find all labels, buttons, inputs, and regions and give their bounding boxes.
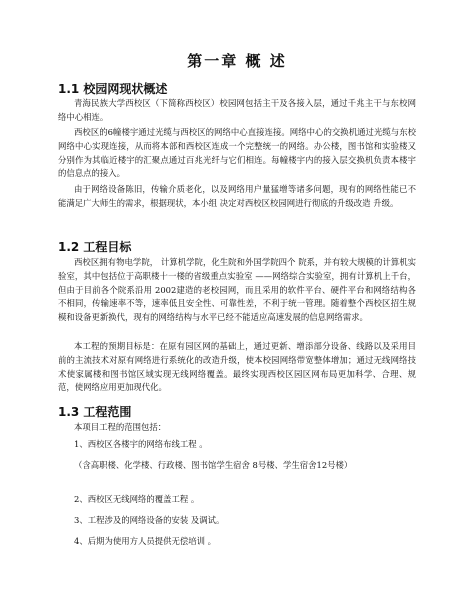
paragraph: 西校区拥有物电学院， 计算机学院，化生院和外国学院四个 院系，并有较大规模的计算机实验室，其中包括位于高职楼十一楼的省级重点实验室 ——网络综合实验室，拥有计算机上千台，但由于目前各个院系沿用 2002建造的老校园网，而且采用的软件平台、硬件平台和网络结构各不相同，传输速率不等，速率低且安全性、可靠性差，不利于统一管理。随着整个西校区招生规模和设备更新换代，现有的网络结构与水平已经不能适应高速发展的信息网络需求。 <box>58 257 416 323</box>
scope-item: 3、工程涉及的网络设备的安装 及调试。 <box>74 515 225 525</box>
scope-item: （含高职楼、化学楼、行政楼、图书馆学生宿舍 8号楼、学生宿舍12号楼） <box>74 460 353 470</box>
scope-item: 2、西校区无线网络的覆盖工程 。 <box>74 494 200 504</box>
section-heading-1-1: 1.1 校园网现状概述 <box>58 82 168 96</box>
paragraph: 由于网络设备陈旧，传输介质老化，以及网络用户量猛增等诸多问题，现有的网络性能已不能满足广大师生的需求，根据现状，本小组 决定对西校区校园网进行彻底的升级改造 升级。 <box>58 184 416 208</box>
scope-item: 1、西校区各楼宇的网络布线工程 。 <box>74 439 208 449</box>
chapter-title: 第一章 概 述 <box>187 52 287 70</box>
section-heading-1-3: 1.3 工程范围 <box>58 405 132 419</box>
paragraph: 西校区的6幢楼宇通过光缆与西校区的网络中心直接连接。网络中心的交换机通过光缆与东校网络中心实现连接，从而将本部和西校区连成一个完整统一的网络。办公楼，图书馆和实验楼又分别作为其临近楼宇的汇聚点通过百兆光纤与它们相连。每幢楼宇内的接入层交换机负责本楼宇的信息点的接入。 <box>58 127 416 179</box>
paragraph: 本工程的预期目标是：在原有园区网的基础上，通过更新、增添部分设备、线路以及采用目前的主流技术对原有网络进行系统化的改造升级，使本校园网络带宽整体增加；通过无线网络技术使家属楼和图书馆区域实现无线网络覆盖。最终实现西校区园区网布局更加科学、合理、规范，使网络应用更加现代化。 <box>58 341 416 393</box>
section-heading-1-2: 1.2 工程目标 <box>58 240 132 254</box>
scope-item: 4、后期为使用方人员提供无偿培训 。 <box>74 536 216 546</box>
paragraph: 青海民族大学西校区（下简称西校区）校园网包括主干及各接入层，通过千兆主干与东校网络中心相连。 <box>58 98 416 122</box>
scope-intro: 本项目工程的范围包括： <box>74 422 167 432</box>
